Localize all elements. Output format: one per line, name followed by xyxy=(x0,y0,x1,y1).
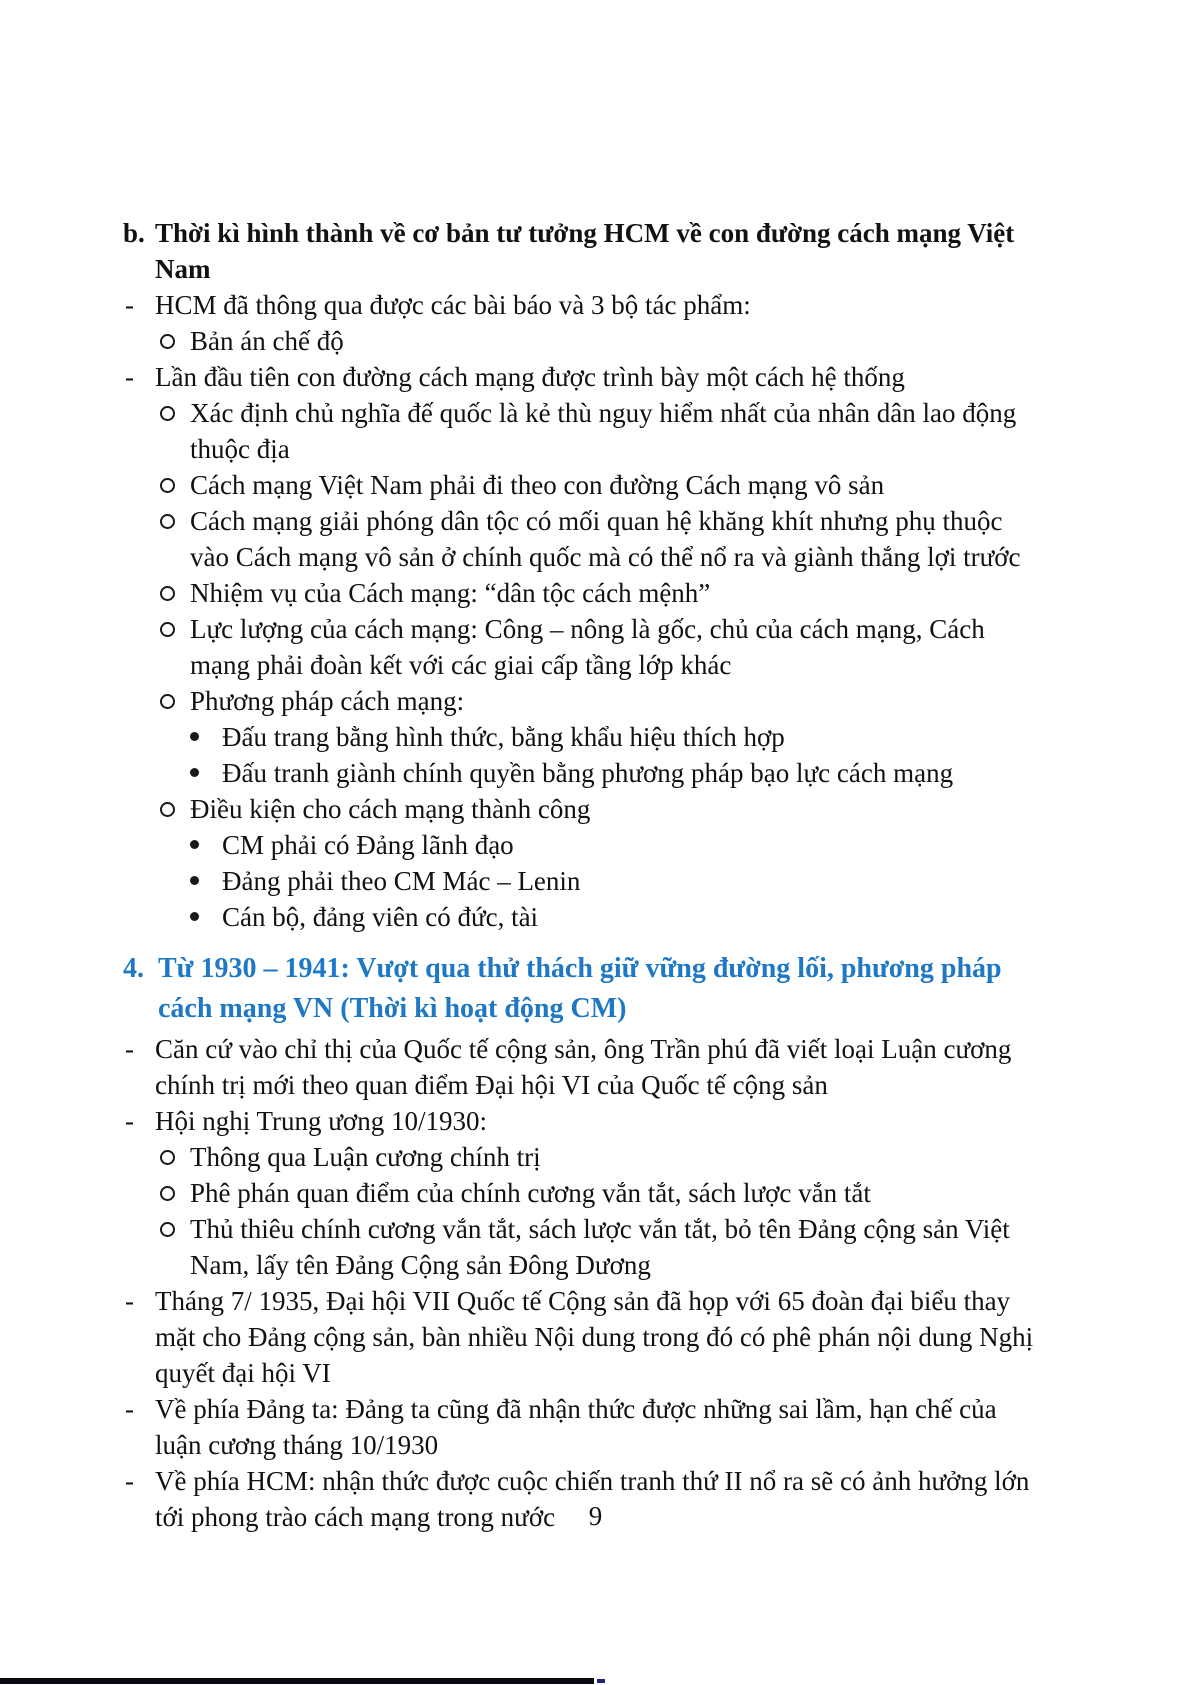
bullet-marker-icon xyxy=(190,840,199,849)
list-item-text: Về phía Đảng ta: Đảng ta cũng đã nhận thức được những sai lầm, hạn chế của luận cương tháng 10/1930 xyxy=(155,1394,997,1460)
list-item xyxy=(123,575,1048,611)
list-item xyxy=(123,719,1048,755)
circle-marker-icon xyxy=(160,334,175,349)
list-item xyxy=(123,611,1048,683)
heading-section-b xyxy=(123,215,1048,287)
list-item-text: Xác định chủ nghĩa đế quốc là kẻ thù nguy hiểm nhất của nhân dân lao động thuộc địa xyxy=(190,398,1017,464)
page-bottom-rule-fragment xyxy=(597,1679,605,1683)
dash-marker: - xyxy=(125,1034,134,1064)
document-body xyxy=(123,215,1048,1535)
bullet-marker-icon xyxy=(190,768,199,777)
list-item xyxy=(123,1283,1048,1391)
dash-marker: - xyxy=(125,1466,134,1496)
dash-marker: - xyxy=(125,290,134,320)
list-item xyxy=(123,863,1048,899)
list-item-text: CM phải có Đảng lãnh đạo xyxy=(222,830,514,860)
bullet-marker-icon xyxy=(190,732,199,741)
list-item xyxy=(123,755,1048,791)
list-item-text: Về phía HCM: nhận thức được cuộc chiến tranh thứ II nổ ra sẽ có ảnh hưởng lớn tới phong trào cách mạng trong nước xyxy=(155,1466,1030,1532)
heading-marker: 4. xyxy=(123,953,144,984)
list-item xyxy=(123,1175,1048,1211)
page-number: 9 xyxy=(588,1501,603,1531)
bullet-marker-icon xyxy=(190,912,199,921)
list-item xyxy=(123,287,1048,323)
heading-text: Từ 1930 – 1941: Vượt qua thử thách giữ vững đường lối, phương pháp cách mạng VN (Thời kì hoạt động CM) xyxy=(158,953,1002,1024)
circle-marker-icon xyxy=(160,514,175,529)
dash-marker: - xyxy=(125,362,134,392)
list-item xyxy=(123,899,1048,935)
list-item xyxy=(123,1391,1048,1463)
circle-marker-icon xyxy=(160,694,175,709)
circle-marker-icon xyxy=(160,1222,175,1237)
list-item xyxy=(123,1031,1048,1103)
circle-marker-icon xyxy=(160,406,175,421)
circle-marker-icon xyxy=(160,802,175,817)
list-item-text: Đấu trang bằng hình thức, bằng khẩu hiệu thích hợp xyxy=(222,722,785,752)
heading-marker: b. xyxy=(123,218,145,248)
heading-text: Thời kì hình thành về cơ bản tư tưởng HCM về con đường cách mạng Việt Nam xyxy=(155,218,1015,284)
circle-marker-icon xyxy=(160,478,175,493)
list-item-text: HCM đã thông qua được các bài báo và 3 bộ tác phẩm: xyxy=(155,290,751,320)
dash-marker: - xyxy=(125,1106,134,1136)
list-item xyxy=(123,1211,1048,1283)
list-item-text: Lần đầu tiên con đường cách mạng được trình bày một cách hệ thống xyxy=(155,362,905,392)
dash-marker: - xyxy=(125,1394,134,1424)
list-item-text: Bản án chế độ xyxy=(190,326,344,356)
list-item xyxy=(123,395,1048,467)
circle-marker-icon xyxy=(160,1150,175,1165)
list-item-text: Đấu tranh giành chính quyền bằng phương pháp bạo lực cách mạng xyxy=(222,758,954,788)
bullet-marker-icon xyxy=(190,876,199,885)
list-item xyxy=(123,359,1048,395)
list-item-text: Đảng phải theo CM Mác – Lenin xyxy=(222,866,581,896)
list-item-text: Thông qua Luận cương chính trị xyxy=(190,1142,541,1172)
list-item xyxy=(123,323,1048,359)
list-item-text: Cách mạng giải phóng dân tộc có mối quan hệ khăng khít nhưng phụ thuộc vào Cách mạng vô sản ở chính quốc mà có thể nổ ra và giành thắng lợi trước xyxy=(190,506,1021,572)
list-item xyxy=(123,827,1048,863)
list-item-text: Tháng 7/ 1935, Đại hội VII Quốc tế Cộng sản đã họp với 65 đoàn đại biểu thay mặt cho Đảng cộng sản, bàn nhiều Nội dung trong đó có phê phán nội dung Nghị quyết đại hội VI xyxy=(155,1286,1034,1388)
list-item-text: Nhiệm vụ của Cách mạng: “dân tộc cách mệnh” xyxy=(190,578,711,608)
list-item xyxy=(123,1139,1048,1175)
list-item-text: Căn cứ vào chỉ thị của Quốc tế cộng sản, ông Trần phú đã viết loại Luận cương chính trị mới theo quan điểm Đại hội VI của Quốc tế cộng sản xyxy=(155,1034,1012,1100)
list-item-text: Cách mạng Việt Nam phải đi theo con đường Cách mạng vô sản xyxy=(190,470,885,500)
circle-marker-icon xyxy=(160,622,175,637)
list-item-text: Phê phán quan điểm của chính cương vắn tắt, sách lược vắn tắt xyxy=(190,1178,871,1208)
list-item-text: Thủ thiêu chính cương vắn tắt, sách lược vắn tắt, bỏ tên Đảng cộng sản Việt Nam, lấy tên Đảng Cộng sản Đông Dương xyxy=(190,1214,1010,1280)
circle-marker-icon xyxy=(160,1186,175,1201)
list-item-text: Điều kiện cho cách mạng thành công xyxy=(190,794,591,824)
heading-section-4 xyxy=(123,949,1048,1029)
list-item-text: Lực lượng của cách mạng: Công – nông là gốc, chủ của cách mạng, Cách mạng phải đoàn kết với các giai cấp tầng lớp khác xyxy=(190,614,985,680)
page-bottom-rule xyxy=(0,1678,594,1684)
list-item-text: Cán bộ, đảng viên có đức, tài xyxy=(222,902,539,932)
dash-marker: - xyxy=(125,1286,134,1316)
list-item xyxy=(123,791,1048,827)
list-item xyxy=(123,467,1048,503)
list-item xyxy=(123,1103,1048,1139)
list-item xyxy=(123,683,1048,719)
list-item-text: Phương pháp cách mạng: xyxy=(190,686,465,716)
list-item xyxy=(123,503,1048,575)
circle-marker-icon xyxy=(160,586,175,601)
list-item-text: Hội nghị Trung ương 10/1930: xyxy=(155,1106,487,1136)
